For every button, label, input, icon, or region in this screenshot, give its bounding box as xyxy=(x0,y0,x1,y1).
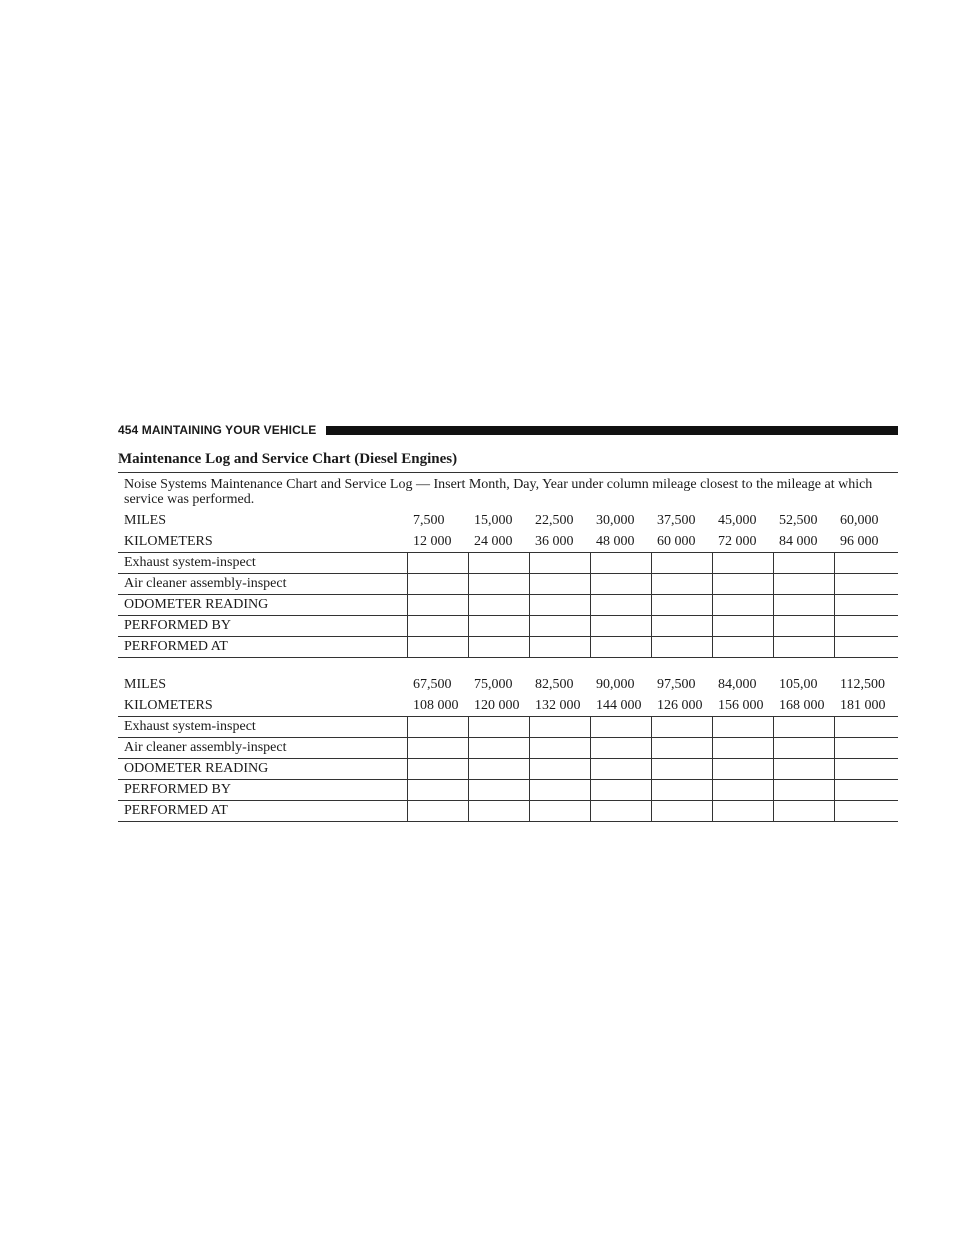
log-row-label: Exhaust system-inspect xyxy=(118,717,407,738)
log-entry-cell[interactable] xyxy=(834,616,898,637)
log-entry-cell[interactable] xyxy=(529,616,590,637)
log-entry-cell[interactable] xyxy=(590,553,651,574)
kilometers-value: 36 000 xyxy=(535,533,574,549)
kilometers-row xyxy=(118,531,898,553)
log-entry-cell[interactable] xyxy=(712,759,773,780)
log-entry-cell[interactable] xyxy=(773,553,834,574)
log-entry-cell[interactable] xyxy=(407,595,468,616)
miles-value: 7,500 xyxy=(413,512,445,528)
kilometers-value: 144 000 xyxy=(596,697,642,713)
log-entry-cell[interactable] xyxy=(468,637,529,658)
log-row xyxy=(118,637,898,658)
log-entry-cell[interactable] xyxy=(529,637,590,658)
log-entry-cell[interactable] xyxy=(590,759,651,780)
log-entry-cell[interactable] xyxy=(773,738,834,759)
log-entry-cell[interactable] xyxy=(834,595,898,616)
miles-label: MILES xyxy=(124,512,166,528)
log-entry-cell[interactable] xyxy=(468,759,529,780)
log-entry-cell[interactable] xyxy=(651,553,712,574)
log-entry-cell[interactable] xyxy=(651,738,712,759)
log-entry-cell[interactable] xyxy=(651,574,712,595)
log-entry-cell[interactable] xyxy=(712,595,773,616)
kilometers-value: 181 000 xyxy=(840,697,886,713)
log-entry-cell[interactable] xyxy=(468,801,529,822)
kilometers-value: 156 000 xyxy=(718,697,764,713)
log-entry-cell[interactable] xyxy=(468,574,529,595)
log-entry-cell[interactable] xyxy=(712,738,773,759)
log-entry-cell[interactable] xyxy=(834,801,898,822)
miles-value: 90,000 xyxy=(596,676,635,692)
miles-value: 105,00 xyxy=(779,676,818,692)
log-entry-cell[interactable] xyxy=(773,616,834,637)
log-entry-cell[interactable] xyxy=(590,717,651,738)
kilometers-value: 120 000 xyxy=(474,697,520,713)
log-entry-cell[interactable] xyxy=(773,801,834,822)
log-row xyxy=(118,595,898,616)
log-entry-cell[interactable] xyxy=(407,616,468,637)
intro-text: Noise Systems Maintenance Chart and Service Log — Insert Month, Day, Year under column mileage closest to the mileage at which service was performed. xyxy=(124,477,873,507)
log-entry-cell[interactable] xyxy=(712,717,773,738)
kilometers-row xyxy=(118,695,898,717)
log-entry-cell[interactable] xyxy=(834,759,898,780)
service-log-table-2 xyxy=(118,674,898,822)
log-entry-cell[interactable] xyxy=(834,574,898,595)
log-row-label: Air cleaner assembly-inspect xyxy=(118,738,407,759)
kilometers-value: 48 000 xyxy=(596,533,635,549)
page-number-header: 454 MAINTAINING YOUR VEHICLE xyxy=(118,423,317,437)
header-rule xyxy=(326,426,898,435)
log-entry-cell[interactable] xyxy=(590,801,651,822)
log-entry-cell[interactable] xyxy=(712,780,773,801)
log-entry-cell[interactable] xyxy=(834,553,898,574)
log-entry-cell[interactable] xyxy=(468,780,529,801)
log-entry-cell[interactable] xyxy=(468,616,529,637)
miles-value: 30,000 xyxy=(596,512,635,528)
log-row xyxy=(118,616,898,637)
log-row xyxy=(118,738,898,759)
log-row-label: ODOMETER READING xyxy=(118,759,407,780)
log-entry-cell[interactable] xyxy=(407,780,468,801)
log-entry-cell[interactable] xyxy=(773,717,834,738)
miles-value: 15,000 xyxy=(474,512,513,528)
log-entry-cell[interactable] xyxy=(529,553,590,574)
log-row-label: Exhaust system-inspect xyxy=(118,553,407,574)
log-row-label: PERFORMED BY xyxy=(118,780,407,801)
title-divider xyxy=(118,472,898,473)
kilometers-value: 108 000 xyxy=(413,697,459,713)
page-header xyxy=(118,420,898,440)
log-entry-cell[interactable] xyxy=(834,717,898,738)
miles-value: 22,500 xyxy=(535,512,574,528)
miles-value: 112,500 xyxy=(840,676,885,692)
log-entry-cell[interactable] xyxy=(407,717,468,738)
log-entry-cell[interactable] xyxy=(590,595,651,616)
kilometers-value: 126 000 xyxy=(657,697,703,713)
log-entry-cell[interactable] xyxy=(529,574,590,595)
log-row-label: PERFORMED BY xyxy=(118,616,407,637)
log-row xyxy=(118,759,898,780)
section-title: Maintenance Log and Service Chart (Diesel Engines) xyxy=(118,451,458,467)
log-entry-cell[interactable] xyxy=(407,553,468,574)
log-row-label: PERFORMED AT xyxy=(118,637,407,658)
miles-value: 45,000 xyxy=(718,512,757,528)
log-entry-cell[interactable] xyxy=(651,595,712,616)
log-entry-cell[interactable] xyxy=(529,717,590,738)
kilometers-value: 60 000 xyxy=(657,533,696,549)
log-entry-cell[interactable] xyxy=(651,717,712,738)
kilometers-label: KILOMETERS xyxy=(124,533,213,549)
log-entry-cell[interactable] xyxy=(529,595,590,616)
miles-value: 60,000 xyxy=(840,512,879,528)
kilometers-value: 72 000 xyxy=(718,533,757,549)
log-entry-cell[interactable] xyxy=(773,780,834,801)
miles-value: 97,500 xyxy=(657,676,696,692)
log-row-label: ODOMETER READING xyxy=(118,595,407,616)
log-entry-cell[interactable] xyxy=(651,616,712,637)
log-entry-cell[interactable] xyxy=(834,637,898,658)
log-entry-cell[interactable] xyxy=(773,574,834,595)
log-entry-cell[interactable] xyxy=(590,780,651,801)
miles-row xyxy=(118,674,898,695)
log-entry-cell[interactable] xyxy=(773,759,834,780)
miles-row xyxy=(118,510,898,531)
log-entry-cell[interactable] xyxy=(651,637,712,658)
miles-value: 37,500 xyxy=(657,512,696,528)
kilometers-value: 84 000 xyxy=(779,533,818,549)
log-entry-cell[interactable] xyxy=(834,780,898,801)
service-log-table-1 xyxy=(118,510,898,658)
log-entry-cell[interactable] xyxy=(773,637,834,658)
log-entry-cell[interactable] xyxy=(712,553,773,574)
log-entry-cell[interactable] xyxy=(712,574,773,595)
miles-value: 75,000 xyxy=(474,676,513,692)
kilometers-value: 12 000 xyxy=(413,533,452,549)
kilometers-label: KILOMETERS xyxy=(124,697,213,713)
log-row xyxy=(118,553,898,574)
kilometers-value: 168 000 xyxy=(779,697,825,713)
log-entry-cell[interactable] xyxy=(468,717,529,738)
log-entry-cell[interactable] xyxy=(712,616,773,637)
kilometers-value: 132 000 xyxy=(535,697,581,713)
log-entry-cell[interactable] xyxy=(529,738,590,759)
log-entry-cell[interactable] xyxy=(407,801,468,822)
log-entry-cell[interactable] xyxy=(834,738,898,759)
log-row-label: Air cleaner assembly-inspect xyxy=(118,574,407,595)
log-entry-cell[interactable] xyxy=(468,595,529,616)
log-entry-cell[interactable] xyxy=(407,637,468,658)
miles-value: 84,000 xyxy=(718,676,757,692)
log-row xyxy=(118,574,898,595)
log-entry-cell[interactable] xyxy=(590,637,651,658)
log-entry-cell[interactable] xyxy=(712,637,773,658)
miles-label: MILES xyxy=(124,676,166,692)
log-entry-cell[interactable] xyxy=(590,738,651,759)
log-entry-cell[interactable] xyxy=(651,759,712,780)
log-entry-cell[interactable] xyxy=(468,553,529,574)
log-entry-cell[interactable] xyxy=(529,759,590,780)
miles-value: 82,500 xyxy=(535,676,574,692)
log-entry-cell[interactable] xyxy=(407,759,468,780)
log-row-label: PERFORMED AT xyxy=(118,801,407,822)
log-entry-cell[interactable] xyxy=(651,780,712,801)
log-entry-cell[interactable] xyxy=(773,595,834,616)
log-entry-cell[interactable] xyxy=(468,738,529,759)
log-entry-cell[interactable] xyxy=(590,616,651,637)
log-entry-cell[interactable] xyxy=(407,738,468,759)
log-entry-cell[interactable] xyxy=(651,801,712,822)
log-row xyxy=(118,801,898,822)
log-entry-cell[interactable] xyxy=(590,574,651,595)
miles-value: 67,500 xyxy=(413,676,452,692)
log-entry-cell[interactable] xyxy=(712,801,773,822)
log-row xyxy=(118,780,898,801)
log-entry-cell[interactable] xyxy=(529,801,590,822)
kilometers-value: 96 000 xyxy=(840,533,879,549)
log-entry-cell[interactable] xyxy=(407,574,468,595)
log-entry-cell[interactable] xyxy=(529,780,590,801)
log-row xyxy=(118,717,898,738)
kilometers-value: 24 000 xyxy=(474,533,513,549)
miles-value: 52,500 xyxy=(779,512,818,528)
